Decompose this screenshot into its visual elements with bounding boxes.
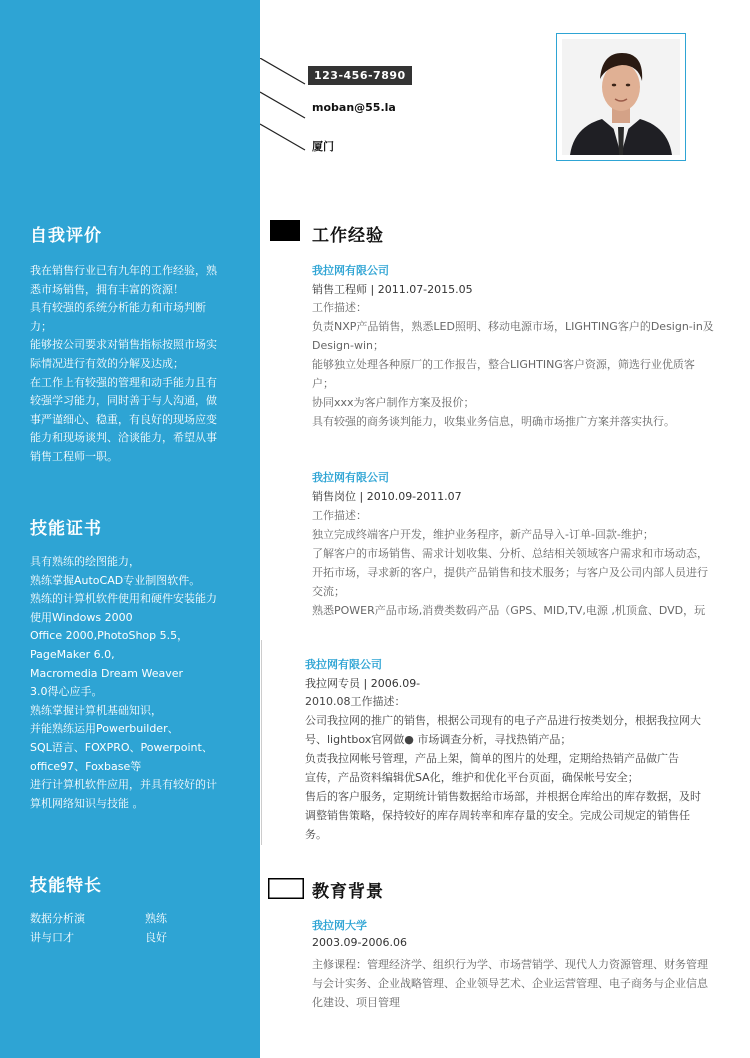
job-role: 销售岗位 | 2010.09-2011.07 <box>312 490 462 503</box>
decorative-diagonal-lines <box>260 58 310 158</box>
cert-line: SQL语言、FOXPRO、Powerpoint、 <box>30 740 213 754</box>
cert-title: 技能证书 <box>30 519 102 539</box>
cert-line: 3.0得心应手。 <box>30 685 103 699</box>
section-marker <box>270 220 300 241</box>
self-eval-line: 事严谨细心、稳重，有良好的现场应变 <box>30 412 217 426</box>
city: 厦门 <box>312 140 334 153</box>
cert-line: office97、Foxbase等 <box>30 759 142 773</box>
self-eval-line: 在工作上有较强的管理和动手能力且有 <box>30 375 217 389</box>
timeline-divider <box>261 640 262 845</box>
edu-desc-line: 化建设、项目管理 <box>312 996 400 1009</box>
work-section-title: 工作经验 <box>312 226 384 246</box>
email-address: moban@55.la <box>312 101 396 114</box>
self-eval-title: 自我评价 <box>30 226 102 246</box>
skills-title: 技能特长 <box>30 876 102 896</box>
skill-name: 讲与口才 <box>30 931 74 944</box>
self-eval-line: 具有较强的系统分析能力和市场判断 <box>30 301 206 315</box>
job-desc-line: 交流； <box>312 585 345 598</box>
self-eval-line: 悉市场销售，拥有丰富的资源！ <box>30 282 184 296</box>
job-desc-line: 号、lightbox官网做● 市场调查分析，寻找热销产品； <box>305 733 572 746</box>
job-desc-line: 能够独立处理各种原厂的工作报告，整合LIGHTING客户资源，筛选行业优质客 <box>312 358 695 371</box>
self-eval-line: 能够按公司要求对销售指标按照市场实 <box>30 338 217 352</box>
job-desc-line: 工作描述： <box>312 509 367 522</box>
job-desc-line: 协同xxx为客户制作方案及报价； <box>312 396 475 409</box>
self-eval-line: 际情况进行有效的分解及达成； <box>30 356 184 370</box>
job-description <box>305 692 735 844</box>
section-marker-outline <box>268 878 304 899</box>
cert-line: 算机网络知识与技能 。 <box>30 796 144 810</box>
self-eval-line: 我在销售行业已有九年的工作经验，熟 <box>30 264 217 277</box>
job-desc-line: 售后的客户服务，定期统计销售数据给市场部，并根据仓库给出的库存数据，及时 <box>305 790 701 803</box>
self-eval-line: 能力和现场谈判、洽谈能力，希望从事 <box>30 431 217 445</box>
job-desc-line: 开拓市场，寻求新的客户，提供产品销售和技术服务；与客户及公司内部人员进行 <box>312 566 708 579</box>
job-desc-line: 负责我拉网帐号管理，产品上架，简单的图片的处理，定期给热销产品做广告 <box>305 752 679 765</box>
school-period: 2003.09-2006.06 <box>312 936 407 949</box>
cert-line: Office 2000,PhotoShop 5.5， <box>30 629 189 643</box>
cert-line: 使用Windows 2000 <box>30 610 133 624</box>
job-company: 我拉网有限公司 <box>312 264 389 277</box>
job-desc-line: 户； <box>312 377 334 390</box>
self-eval-line: 较强学习能力，同时善于与人沟通，做 <box>30 394 217 408</box>
education-section-title: 教育背景 <box>312 882 384 902</box>
profile-photo-frame <box>556 33 686 161</box>
edu-desc-line: 与会计实务、企业战略管理、企业领导艺术、企业运营管理、电子商务与企业信息 <box>312 977 708 990</box>
job-role: 销售工程师 | 2011.07-2015.05 <box>312 283 473 296</box>
job-desc-line: 宣传，产品资料编辑优SA化，维护和优化平台页面，确保帐号安全； <box>305 771 639 784</box>
profile-photo <box>562 39 680 155</box>
cert-line: 进行计算机软件应用，并具有较好的计 <box>30 778 217 792</box>
self-eval-line: 力； <box>30 319 52 333</box>
job-desc-line: 2010.08工作描述： <box>305 695 406 708</box>
job-desc-line: 独立完成终端客户开发，维护业务程序，新产品导入-订单-回款-维护； <box>312 528 654 541</box>
job-company: 我拉网有限公司 <box>305 658 382 671</box>
job-desc-line: Design-win； <box>312 339 384 352</box>
job-desc-line: 工作描述： <box>312 301 367 314</box>
cert-line: Macromedia Dream Weaver <box>30 666 184 680</box>
school-name: 我拉网大学 <box>312 919 367 932</box>
job-desc-line: 公司我拉网的推广的销售，根据公司现有的电子产品进行按类划分，根据我拉网大 <box>305 714 701 727</box>
job-description <box>312 506 732 620</box>
skill-level: 熟练 <box>145 912 167 925</box>
cert-line: 熟练掌握计算机基础知识， <box>30 703 162 717</box>
cert-line: 具有熟练的绘图能力， <box>30 555 140 568</box>
cert-text <box>30 553 230 813</box>
self-eval-text <box>30 262 230 467</box>
job-desc-line: 务。 <box>305 828 327 841</box>
job-desc-line: 具有较强的商务谈判能力，收集业务信息，明确市场推广方案并落实执行。 <box>312 415 675 428</box>
skill-level: 良好 <box>145 931 167 944</box>
edu-desc-line: 主修课程：管理经济学、组织行为学、市场营销学、现代人力资源管理、财务管理 <box>312 958 708 971</box>
job-role: 我拉网专员 | 2006.09- <box>305 677 421 690</box>
self-eval-line: 销售工程师一职。 <box>30 449 118 463</box>
job-company: 我拉网有限公司 <box>312 471 389 484</box>
job-description <box>312 298 732 431</box>
phone-number: 123-456-7890 <box>308 66 412 85</box>
cert-line: 熟练的计算机软件使用和硬件安装能力 <box>30 592 217 606</box>
job-desc-line: 熟悉POWER产品市场,消费类数码产品（GPS、MID,TV,电源 ,机顶盒、DVD，玩 <box>312 604 706 617</box>
cert-line: 并能熟练运用Powerbuilder、 <box>30 722 179 736</box>
sidebar <box>0 0 260 1058</box>
job-desc-line: 调整销售策略，保持较好的库存周转率和库存量的安全。完成公司规定的销售任 <box>305 809 690 822</box>
education-description <box>312 955 732 1012</box>
job-desc-line: 了解客户的市场销售、需求计划收集、分析、总结相关领域客户需求和市场动态， <box>312 547 708 560</box>
skill-name: 数据分析演 <box>30 912 85 925</box>
cert-line: 熟练掌握AutoCAD专业制图软件。 <box>30 573 201 587</box>
cert-line: PageMaker 6.0, <box>30 647 115 661</box>
job-desc-line: 负责NXP产品销售，熟悉LED照明、移动电源市场，LIGHTING客户的Design-in及 <box>312 320 714 333</box>
